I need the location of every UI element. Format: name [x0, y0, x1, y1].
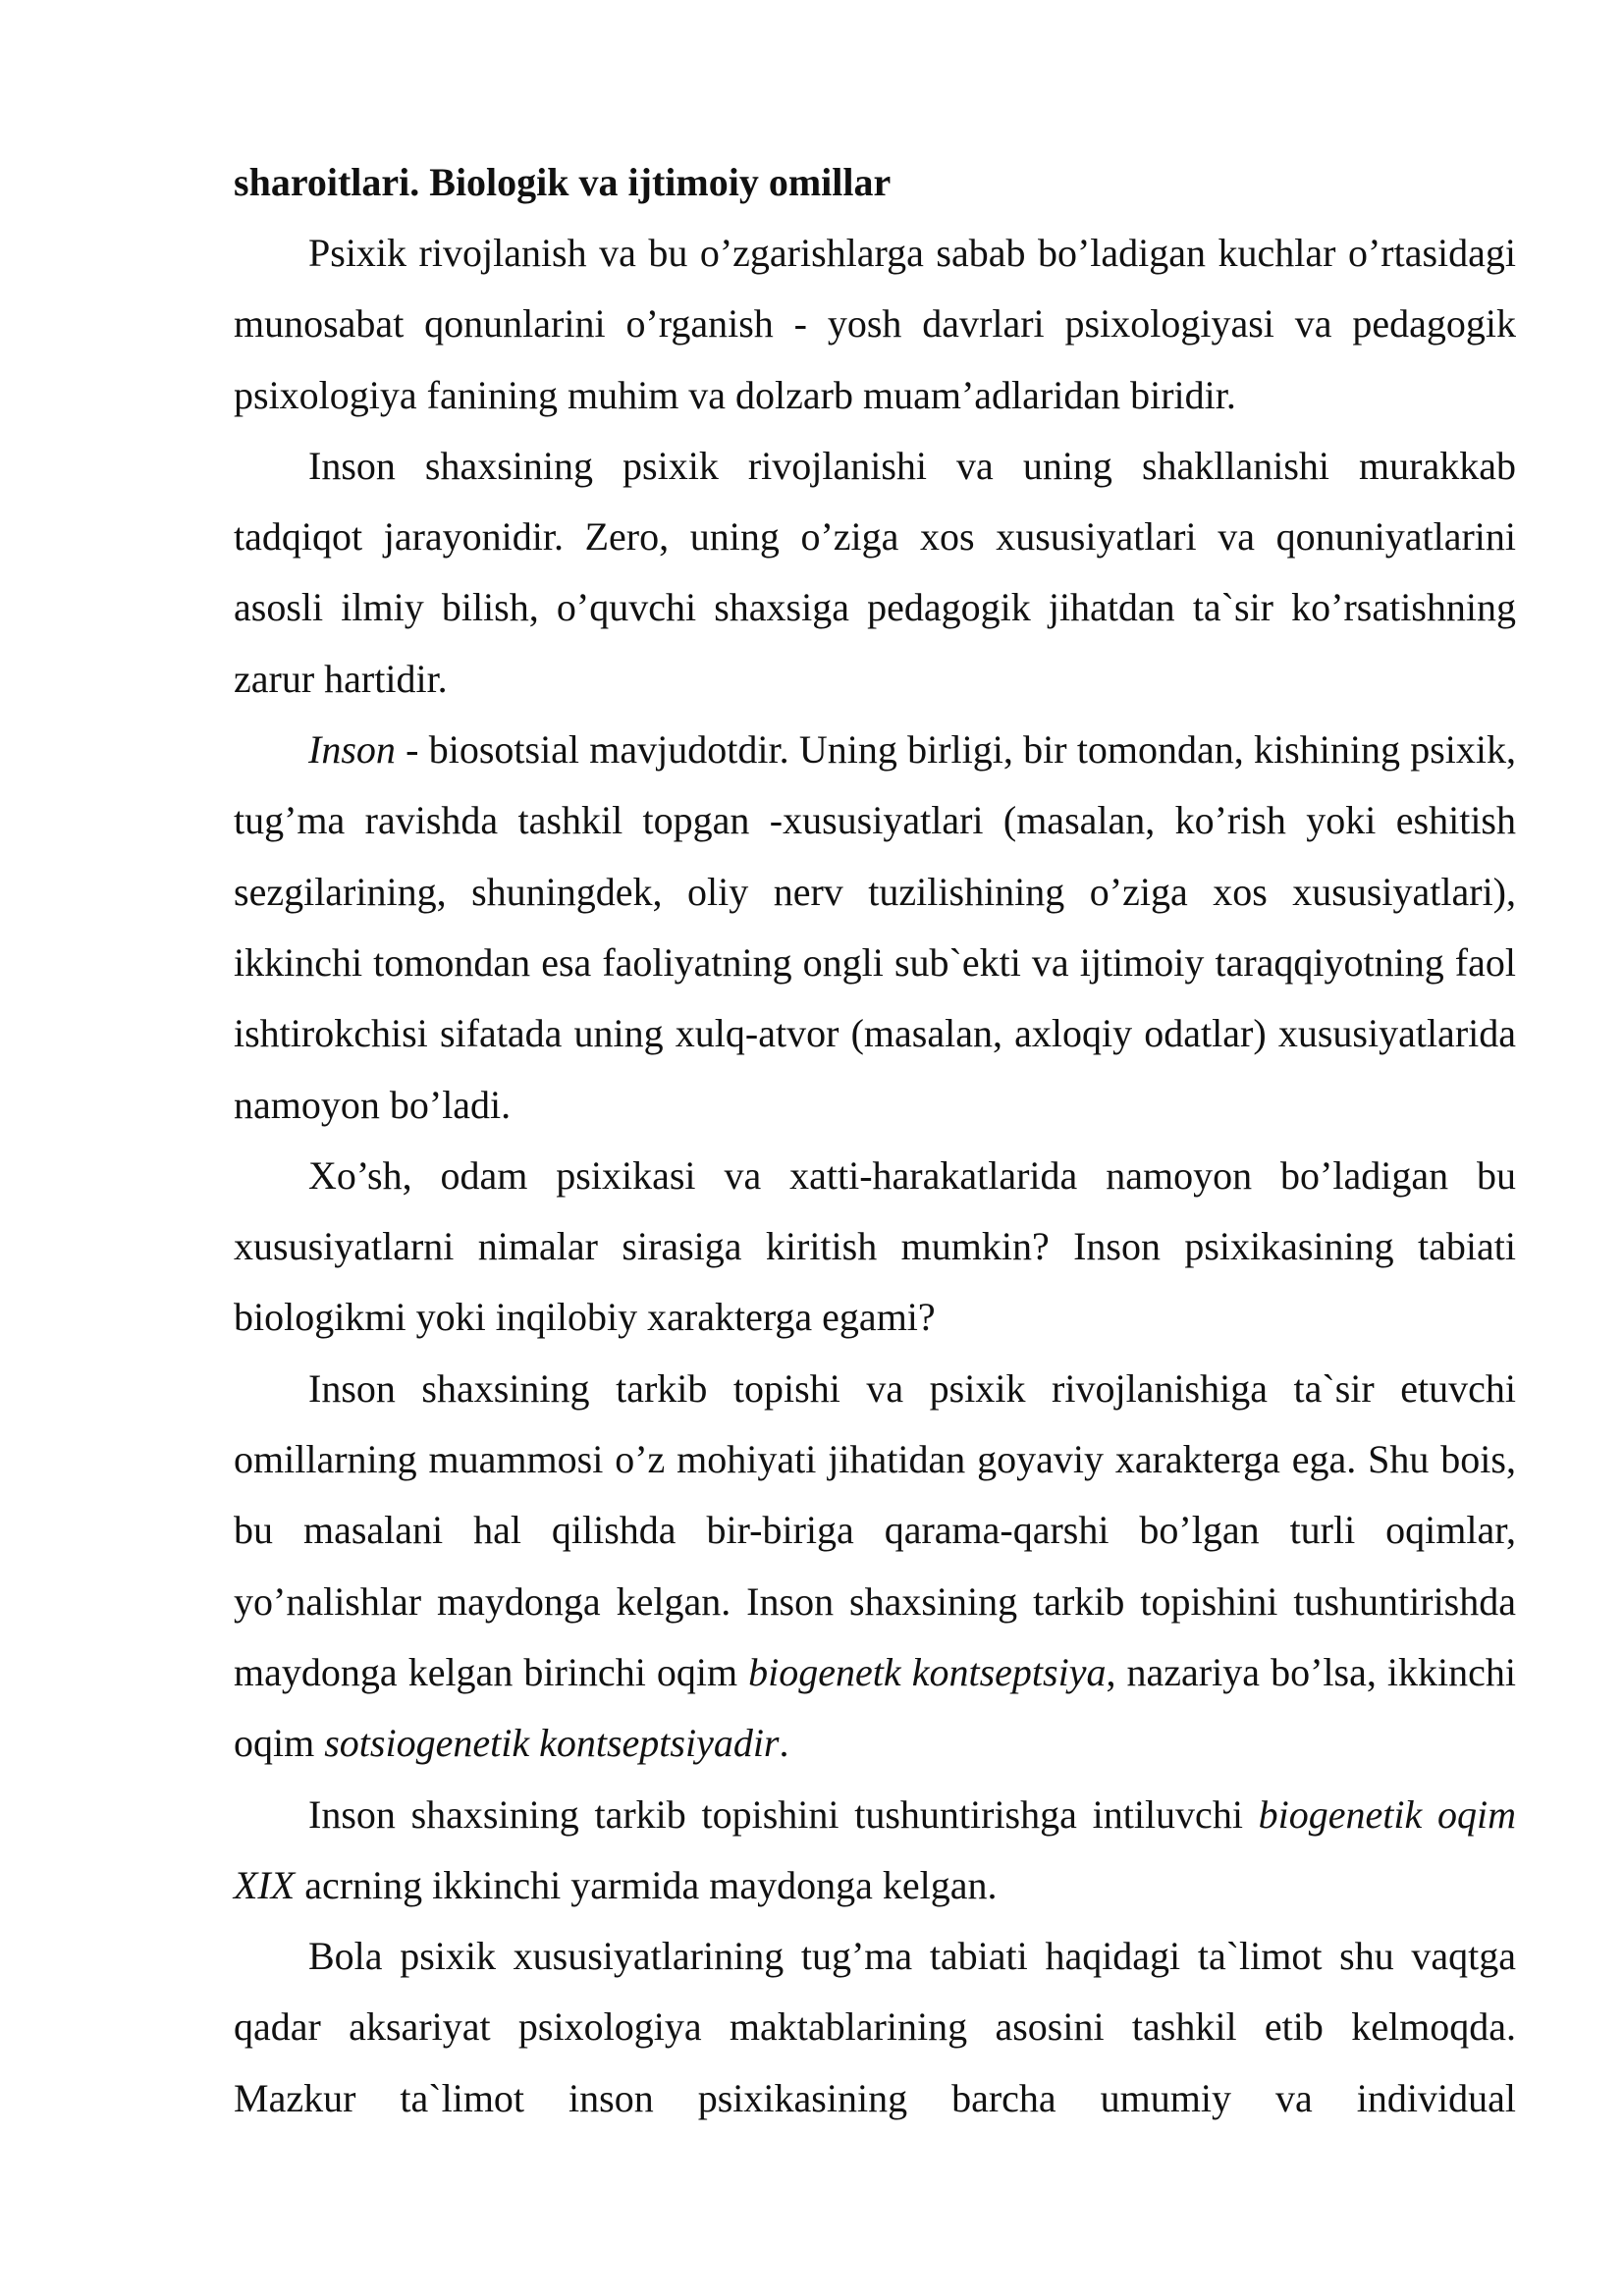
- paragraph-5: [234, 1354, 1516, 1780]
- paragraph-6-italic-1: biogenetik oqim XIX: [234, 1791, 1516, 1907]
- paragraph-3-text: - biosotsial mavjudotdir. Uning birligi, bir tomondan, kishining psixik, tug’ma ravishda tashkil topgan -xususiyatlari (masalan, ko’rish yoki eshitish sezgilarining, shuningdek, oliy nerv tuzilishining o’ziga xos xususiyatlari), ikkinchi tomondan esa faoliyatning ongli sub`ekti va ijtimoiy taraqqiyotning faol ishtirokchisi sifatada uning xulq-atvor (masalan, axloqiy odatlar) xususiyatlarida namoyon bo’ladi.: [234, 727, 1516, 1127]
- paragraph-5-italic-2: sotsiogenetik kontseptsiyadir: [324, 1721, 780, 1766]
- document-page: [234, 147, 1516, 2134]
- paragraph-4: Xo’sh, odam psixikasi va xatti-harakatlarida namoyon bo’ladigan bu xususiyatlarni nimalar sirasiga kiritish mumkin? Inson psixikasining tabiati biologikmi yoki inqilobiy xarakterga egami?: [234, 1152, 1516, 1340]
- paragraph-2: Inson shaxsining psixik rivojlanishi va uning shakllanishi murakkab tadqiqot jarayonidir. Zero, uning o’ziga xos xususiyatlari va qonuniyatlarini asosli ilmiy bilish, o’quvchi shaxsiga pedagogik jihatdan ta`sir ko’rsatishning zarur hartidir.: [234, 443, 1516, 701]
- paragraph-7: Bola psixik xususiyatlarining tug’ma tabiati haqidagi ta`limot shu vaqtga qadar aksariyat psixologiya maktablarining asosini tashkil etib kelmoqda. Mazkur ta`limot inson psixikasining barcha umumiy va individual: [234, 1934, 1516, 2120]
- paragraph-5-text-3: .: [779, 1721, 789, 1766]
- paragraph-6-text-1: Inson shaxsining tarkib topishini tushuntirishga intiluvchi: [308, 1791, 1259, 1837]
- section-heading: sharoitlari. Biologik va ijtimoiy omillar: [234, 160, 892, 204]
- paragraph-6-text-2: acrning ikkinchi yarmida maydonga kelgan.: [295, 1862, 998, 1907]
- paragraph-1: Psixik rivojlanish va bu o’zgarishlarga sabab bo’ladigan kuchlar o’rtasidagi munosabat qonunlarini o’rganish - yosh davrlari psixologiyasi va pedagogik psixologiya fanining muhim va dolzarb muam’adlaridan biridir.: [234, 231, 1516, 417]
- paragraph-5-text-1: Inson shaxsining tarkib topishi va psixik rivojlanishiga ta`sir etuvchi omillarning muammosi o’z mohiyati jihatidan goyaviy xarakterga ega. Shu bois, bu masalani hal qilishda bir-biriga qarama-qarshi bo’lgan turli oqimlar, yo’nalishlar maydonga kelgan. Inson shaxsining tarkib topishini tushuntirishda maydonga kelgan birinchi oqim: [234, 1365, 1516, 1694]
- paragraph-6: [234, 1780, 1516, 1922]
- paragraph-5-italic-1: biogenetk kontseptsiya: [748, 1649, 1107, 1694]
- paragraph-3: [234, 715, 1516, 1141]
- paragraph-5-text-2: , nazariya bo’lsa, ikkinchi oqim: [234, 1649, 1516, 1766]
- paragraph-3-italic-lead: Inson: [308, 727, 396, 773]
